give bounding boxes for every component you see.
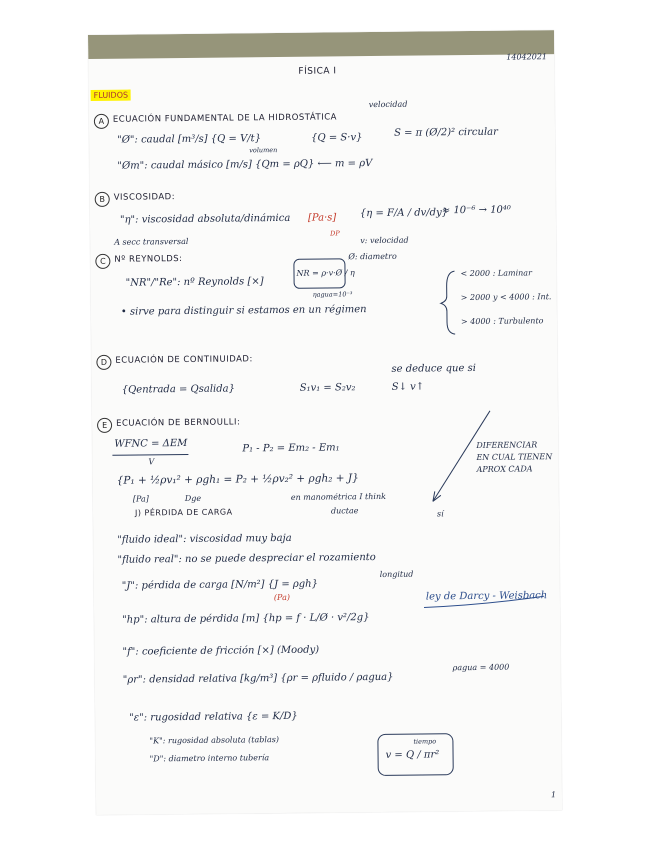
topic-highlight: FLUIDOS [91, 90, 132, 101]
trabajo-fnc-line: WFNC = ΔEM [114, 437, 188, 450]
velocidad-label: v: velocidad [360, 235, 409, 246]
annotation-strokes [88, 30, 562, 815]
altura-perdida-definition: "hp": altura de pérdida [m] {hp = f · L/Ø · v²/2g} [122, 612, 370, 626]
densidad-relativa-definition: "ρr": densidad relativa [kg/m³] {ρr = ρfluido / ρagua} [122, 671, 394, 686]
bernoulli-equation: {P₁ + ½ρv₁² + ρgh₁ = P₂ + ½ρv₂² + ρgh₂ + J} [116, 472, 359, 487]
fluido-ideal: "fluido ideal": viscosidad muy baja [117, 532, 292, 546]
caudal-masico-definition: "Øm": caudal másico [m/s] {Qm = ρQ} ⟵ m = ρV [117, 158, 373, 172]
viscosidad-range: ≈ 10⁻⁶ → 10⁴⁰ [441, 204, 511, 217]
reynolds-usage: • sirve para distinguir si estamos en un régimen [120, 304, 367, 318]
perdida-carga-definition: "J": pérdida de carga [N/m²] {J = ρgh} [121, 578, 318, 592]
fluido-real: "fluido real": no se puede despreciar el rozamiento [117, 552, 376, 566]
pressure-energy-line: P₁ - P₂ = Em₂ - Em₁ [242, 442, 340, 455]
continuidad-formula: {Qentrada = Qsalida} [121, 383, 235, 396]
reynolds-formula: NR = ρ·v·Ø / η [296, 268, 355, 278]
velocidad-note: velocidad [368, 99, 408, 110]
diametro-interno-definition: "D": diametro interno tubería [149, 753, 270, 764]
manometrica-note: en manométrica I think [290, 491, 386, 502]
caudal-definition: "Ø": caudal [m³/s] {Q = V/t} [117, 133, 262, 146]
friccion-definition: "f": coeficiente de fricción [×] (Moody) [122, 644, 320, 658]
page-number: 1 [550, 790, 557, 800]
ductae-note: ductae [330, 506, 359, 516]
regime-laminar: < 2000 : Laminar [460, 268, 532, 279]
over-volume: V [148, 457, 155, 467]
velocity-formula: v = Q / πr² [385, 749, 440, 761]
seccion-transversal-note: A secc transversal [114, 236, 189, 247]
notebook-page [88, 30, 562, 815]
section-d-marker: D [96, 355, 111, 370]
pa-note: [Pa] [132, 494, 149, 504]
rugosidad-relativa-definition: "ε": rugosidad relativa {ε = K/D} [129, 710, 298, 724]
perdida-carga-label: J) PÉRDIDA DE CARGA [134, 507, 233, 518]
section-a-title: ECUACIÓN FUNDAMENTAL DE LA HIDROSTÁTICA [112, 112, 337, 125]
area-formula: S = π (Ø/2)² circular [393, 126, 498, 139]
viscosidad-formula: {η = F/A / dv/dy} [359, 207, 449, 220]
diferenciar-note-3: APROX CADA [476, 464, 533, 474]
dp-note: DP [330, 229, 340, 238]
viscosidad-definition: "η": viscosidad absoluta/dinámica [119, 212, 291, 226]
dge-note: Dge [184, 493, 202, 504]
section-e-marker: E [97, 418, 112, 433]
section-e-title: ECUACIÓN DE BERNOULLI: [116, 417, 241, 429]
section-d-title: ECUACIÓN DE CONTINUIDAD: [115, 354, 253, 366]
caudal-alt-formula: {Q = S·v} [311, 132, 363, 144]
section-c-title: Nº REYNOLDS: [114, 254, 183, 265]
darcy-weisbach-note: ley de Darcy - Weisbach [425, 590, 548, 603]
eta-agua-note: ηagua=10⁻³ [312, 290, 353, 299]
longitud-note: longitud [379, 569, 414, 579]
continuidad-consequence: S↓ v↑ [391, 381, 425, 393]
diferenciar-note-1: DIFERENCIAR [476, 440, 538, 450]
pa-unit-note: (Pa) [273, 592, 290, 603]
reynolds-definition: "NR"/"Re": nº Reynolds [×] [125, 276, 264, 289]
page-title: FÍSICA I [298, 66, 337, 77]
page-date: 14042021 [506, 52, 548, 62]
diametro-label: Ø: diametro [348, 251, 397, 262]
rho-agua-note: ρagua = 4000 [452, 662, 510, 673]
section-c-marker: C [95, 254, 110, 269]
diferenciar-note-2: EN CUAL TIENEN [476, 452, 553, 462]
section-b-title: VISCOSIDAD: [113, 192, 176, 203]
regime-intermedio: > 2000 y < 4000 : Int. [460, 292, 552, 303]
volumen-note: volumen [249, 146, 278, 155]
regime-turbulento: > 4000 : Turbulento [460, 316, 544, 327]
section-a-marker: A [94, 114, 109, 129]
continuidad-note: se deduce que si [391, 362, 476, 375]
si-note: sí [436, 509, 444, 519]
viscosidad-unit: [Pa·s] [307, 212, 337, 224]
section-b-marker: B [95, 192, 110, 207]
continuidad-result: S₁v₁ = S₂v₂ [299, 382, 356, 394]
velocity-box-top: tiempo [413, 737, 437, 746]
rugosidad-absoluta-definition: "K": rugosidad absoluta (tablas) [149, 735, 279, 746]
